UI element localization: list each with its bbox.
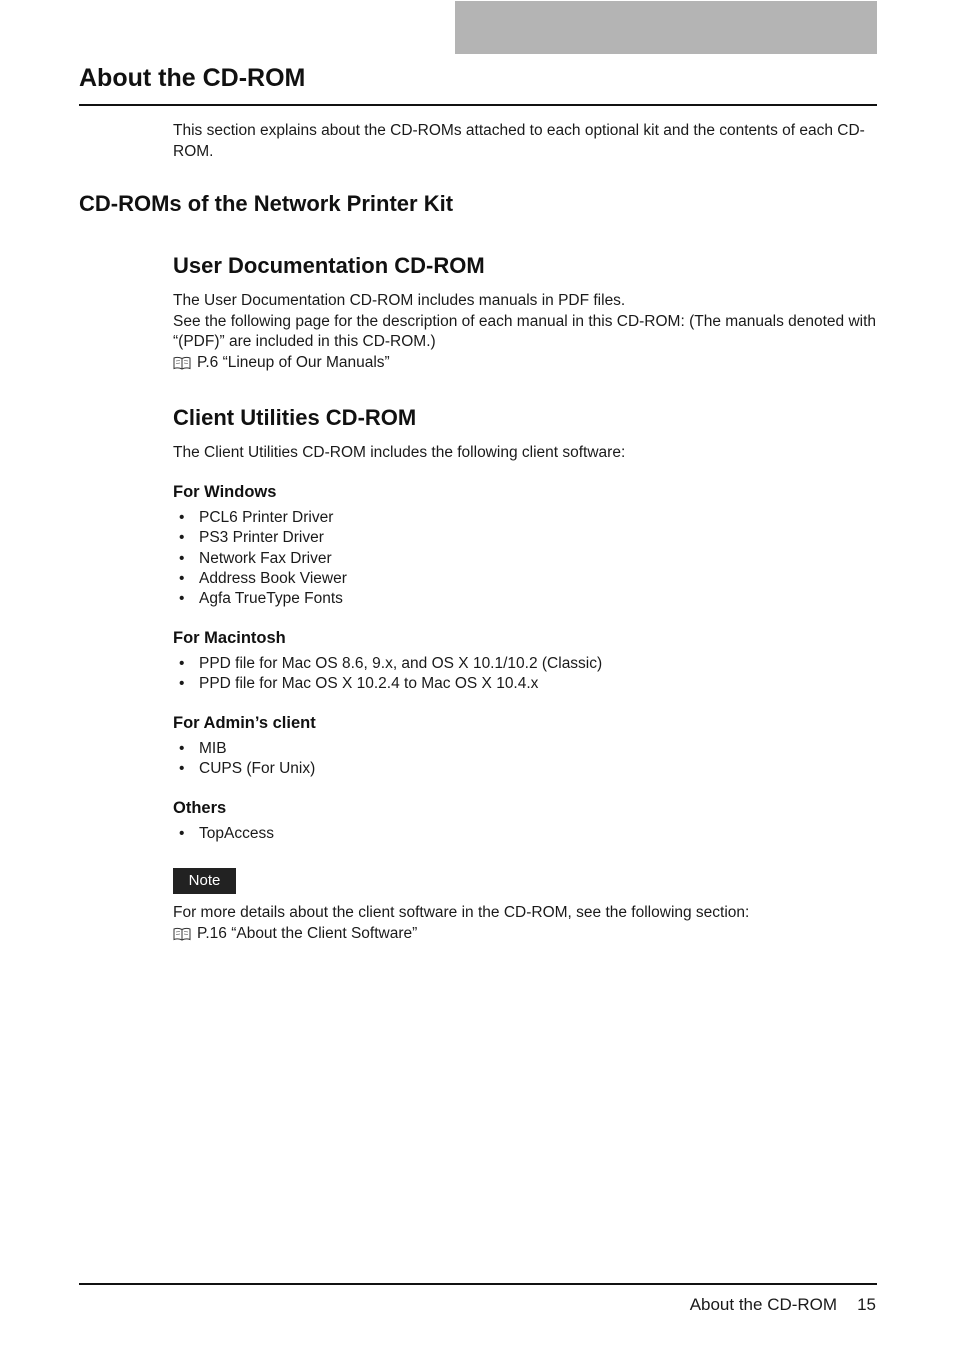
note-body (173, 903, 877, 944)
others-title: Others (173, 799, 227, 817)
list-item: • MIB (173, 739, 315, 759)
user-doc-title: User Documentation CD-ROM (173, 253, 485, 278)
page-number: 15 (857, 1295, 876, 1314)
list-item: • Agfa TrueType Fonts (173, 589, 347, 609)
title-rule (79, 104, 877, 106)
others-list (173, 824, 274, 844)
user-doc-reference[interactable] (173, 353, 877, 374)
list-item: • TopAccess (173, 824, 274, 844)
client-utilities-title: Client Utilities CD-ROM (173, 405, 417, 430)
list-item: • PS3 Printer Driver (173, 528, 347, 548)
user-doc-line1: The User Documentation CD-ROM includes manuals in PDF files. (173, 292, 626, 309)
list-item: • PCL6 Printer Driver (173, 508, 347, 528)
admin-client-title: For Admin’s client (173, 714, 316, 732)
user-doc-reference-text: P.6 “Lineup of Our Manuals” (197, 353, 390, 371)
footer-section-title: About the CD-ROM (689, 1295, 838, 1314)
note-text: For more details about the client software in the CD-ROM, see the following section: (173, 904, 750, 921)
section-title: CD-ROMs of the Network Printer Kit (79, 191, 454, 216)
intro-text: This section explains about the CD-ROMs attached to each optional kit and the contents of each CD-ROM. (173, 122, 865, 160)
list-item: • CUPS (For Unix) (173, 759, 315, 779)
list-item: • PPD file for Mac OS 8.6, 9.x, and OS X 10.1/10.2 (Classic) (173, 654, 602, 674)
page-title: About the CD-ROM (79, 64, 306, 92)
user-doc-body (173, 291, 877, 373)
note-reference-text: P.16 “About the Client Software” (197, 924, 418, 942)
list-item: • Address Book Viewer (173, 569, 347, 589)
book-icon (173, 927, 191, 941)
list-item: • Network Fax Driver (173, 549, 347, 569)
note-reference[interactable] (173, 924, 877, 945)
header-bar (455, 1, 877, 54)
list-item: • PPD file for Mac OS X 10.2.4 to Mac OS X 10.4.x (173, 674, 602, 694)
footer (690, 1295, 876, 1315)
note-label: Note (173, 868, 236, 894)
admin-client-list (173, 739, 315, 780)
macintosh-title: For Macintosh (173, 629, 286, 647)
windows-list (173, 508, 347, 609)
windows-title: For Windows (173, 483, 277, 501)
footer-rule (79, 1283, 877, 1285)
user-doc-line2: See the following page for the description of each manual in this CD-ROM: (The manuals denoted with “(PDF)” are included in this CD-ROM.) (173, 312, 877, 350)
book-icon (173, 356, 191, 370)
macintosh-list (173, 654, 602, 695)
client-intro: The Client Utilities CD-ROM includes the following client software: (173, 444, 626, 461)
